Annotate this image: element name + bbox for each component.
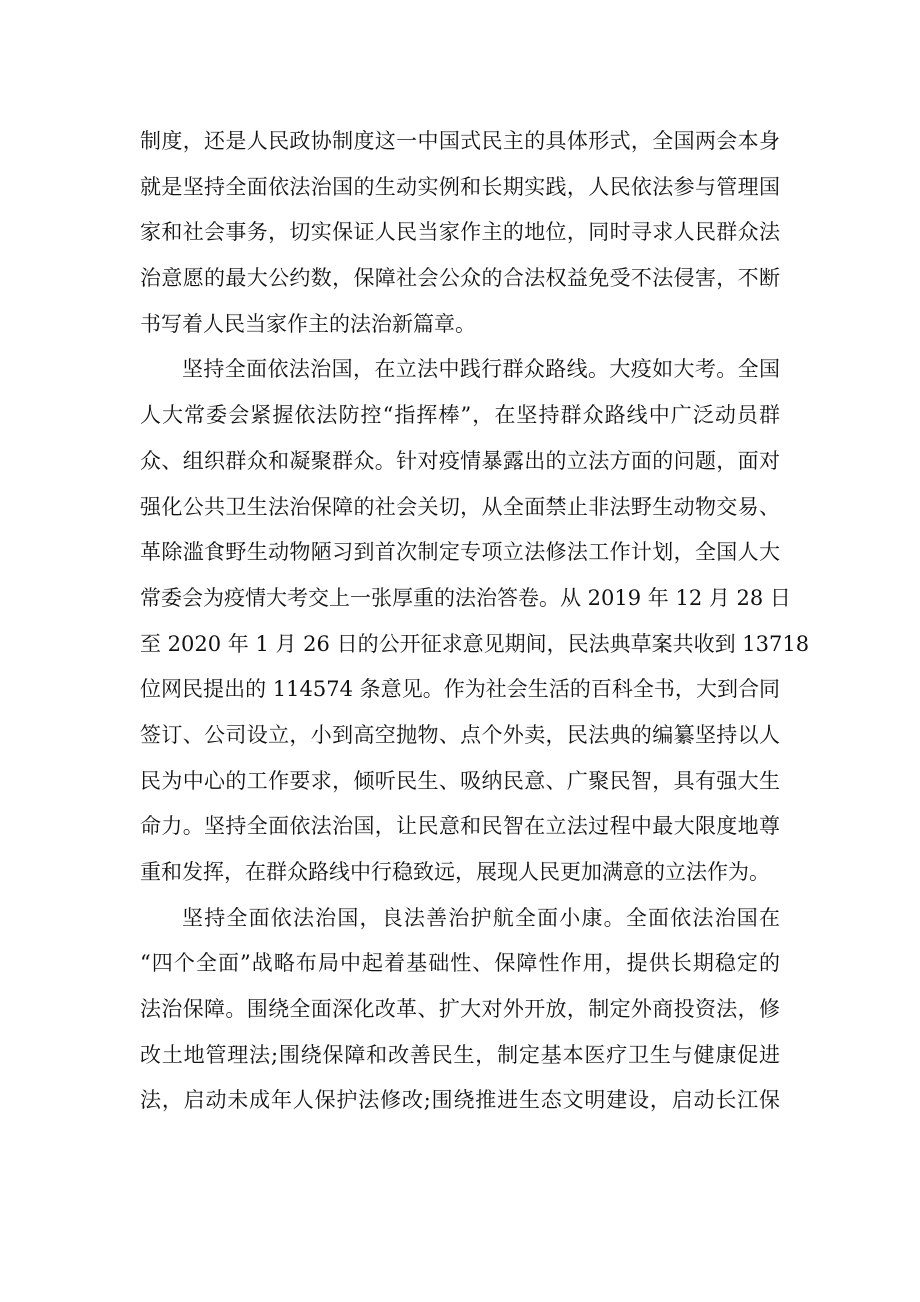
text-line: 常委会为疫情大考交上一张厚重的法治答卷。从 2019 年 12 月 28 日 <box>140 585 791 610</box>
text-line: 强化公共卫生法治保障的社会关切，从全面禁止非法野生动物交易、 <box>140 494 780 519</box>
paragraph-start-line: 坚持全面依法治国，良法善治护航全面小康。全面依法治国在 <box>182 905 780 930</box>
text-line: 众、组织群众和凝聚群众。针对疫情暴露出的立法方面的问题，面对 <box>140 448 780 473</box>
text-line: 法治保障。围绕全面深化改革、扩大对外开放，制定外商投资法，修 <box>140 997 780 1022</box>
text-line: 人大常委会紧握依法防控“指挥棒”，在坚持群众路线中广泛动员群 <box>140 403 780 428</box>
text-line: 家和社会事务，切实保证人民当家作主的地位，同时寻求人民群众法 <box>140 220 780 245</box>
text-line: 制度，还是人民政协制度这一中国式民主的具体形式，全国两会本身 <box>140 129 780 153</box>
text-line: 命力。坚持全面依法治国，让民意和民智在立法过程中最大限度地尊 <box>140 814 780 839</box>
text-line: 重和发挥，在群众路线中行稳致远，展现人民更加满意的立法作为。 <box>140 860 770 884</box>
text-line: 法，启动未成年人保护法修改;围绕推进生态文明建设，启动长江保 <box>140 1088 780 1113</box>
text-line: 革除滥食野生动物陋习到首次制定专项立法修法工作计划，全国人大 <box>140 540 780 565</box>
text-line: “四个全面”战略布局中起着基础性、保障性作用，提供长期稳定的 <box>140 951 780 976</box>
text-line: 位网民提出的 114574 条意见。作为社会生活的百科全书，大到合同 <box>140 677 780 702</box>
text-line: 书写着人民当家作主的法治新篇章。 <box>140 311 476 336</box>
text-line: 改土地管理法;围绕保障和改善民生，制定基本医疗卫生与健康促进 <box>140 1042 780 1067</box>
text-line: 民为中心的工作要求，倾听民生、吸纳民意、广聚民智，具有强大生 <box>140 768 780 793</box>
text-line: 就是坚持全面依法治国的生动实例和长期实践，人民依法参与管理国 <box>140 174 780 199</box>
paragraph-start-line: 坚持全面依法治国，在立法中践行群众路线。大疫如大考。全国 <box>182 357 780 382</box>
document-body <box>140 119 810 1124</box>
text-line: 治意愿的最大公约数，保障社会公众的合法权益免受不法侵害，不断 <box>140 266 780 291</box>
text-line: 签订、公司设立，小到高空抛物、点个外卖，民法典的编纂坚持以人 <box>140 722 780 747</box>
text-line: 至 2020 年 1 月 26 日的公开征求意见期间，民法典草案共收到 13718 <box>140 631 810 656</box>
